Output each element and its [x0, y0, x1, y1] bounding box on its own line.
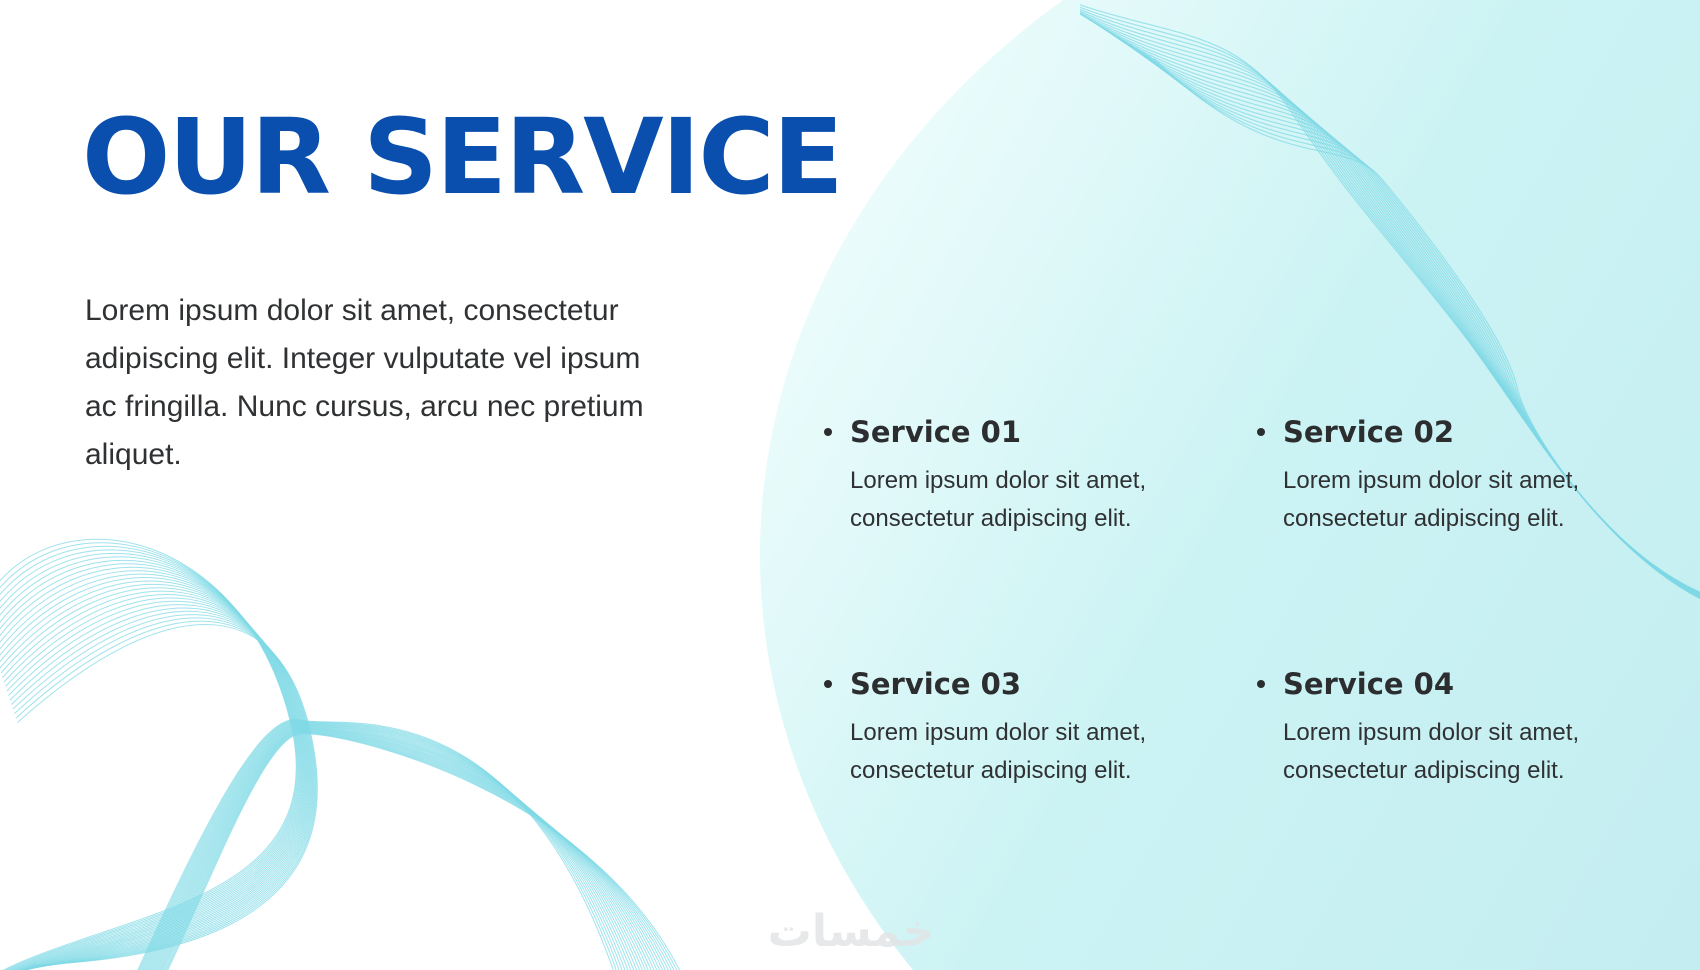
service-description: Lorem ipsum dolor sit amet, consectetur adipiscing elit.: [850, 719, 1147, 784]
service-item: [850, 664, 1180, 790]
wave-lines-decoration-bottom-left: [0, 530, 700, 970]
service-title: Service 04: [1283, 667, 1455, 701]
page-title: OUR SERVICE: [82, 96, 842, 218]
service-title: Service 03: [850, 667, 1022, 701]
watermark-logo: [746, 900, 956, 960]
service-item: [1283, 664, 1613, 790]
bullet-dot-icon: [824, 428, 832, 436]
service-description: Lorem ipsum dolor sit amet, consectetur adipiscing elit.: [1283, 467, 1580, 532]
service-description: Lorem ipsum dolor sit amet, consectetur adipiscing elit.: [850, 467, 1147, 532]
watermark-text: خمسات: [767, 906, 935, 957]
bullet-dot-icon: [824, 680, 832, 688]
service-title: Service 01: [850, 415, 1022, 449]
service-item: [850, 412, 1180, 538]
service-title: Service 02: [1283, 415, 1455, 449]
service-description: Lorem ipsum dolor sit amet, consectetur adipiscing elit.: [1283, 719, 1580, 784]
bullet-dot-icon: [1257, 680, 1265, 688]
intro-paragraph: Lorem ipsum dolor sit amet, consectetur adipiscing elit. Integer vulputate vel ipsum ac fringilla. Nunc cursus, arcu nec pretium aliquet.: [85, 294, 644, 471]
bullet-dot-icon: [1257, 428, 1265, 436]
service-item: [1283, 412, 1613, 538]
